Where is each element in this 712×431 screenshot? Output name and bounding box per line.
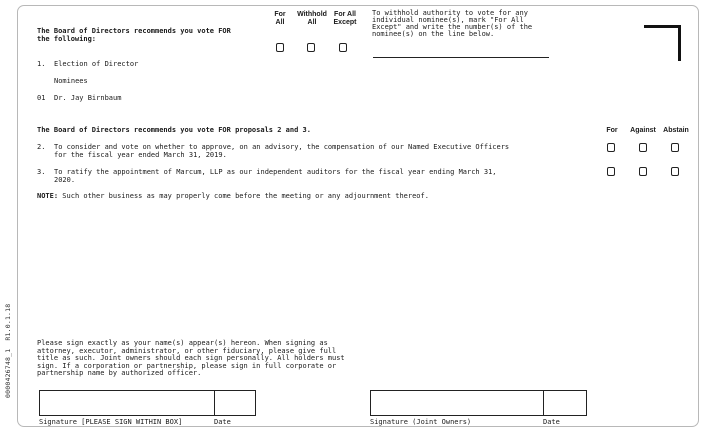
joint-signature-box[interactable] xyxy=(370,390,587,416)
signature-box[interactable] xyxy=(39,390,256,416)
col-header-abstain: Abstain xyxy=(663,127,689,134)
note xyxy=(37,192,429,200)
withhold-instruction: To withhold authority to vote for any individual nominee(s), mark "For All Except" and write the number(s) of the nominee(s) on the line below. xyxy=(372,9,533,38)
proposal-2-against-checkbox[interactable] xyxy=(639,143,647,152)
section1-intro: The Board of Directors recommends you vote FOR the following: xyxy=(37,27,231,43)
proposal-2-for-checkbox[interactable] xyxy=(607,143,615,152)
nominee-number: 01 xyxy=(37,94,46,102)
proposal-2-abstain-checkbox[interactable] xyxy=(671,143,679,152)
col-header-for-all: For All xyxy=(274,11,286,26)
section2-intro: The Board of Directors recommends you vote FOR proposals 2 and 3. xyxy=(37,126,311,134)
col-header-withhold-all: Withhold All xyxy=(297,11,327,26)
nominees-label: Nominees xyxy=(54,77,88,85)
side-identifier xyxy=(4,304,12,398)
withhold-all-checkbox[interactable] xyxy=(307,43,315,52)
signature-date-divider xyxy=(214,391,215,415)
proposal-3-text: To ratify the appointment of Marcum, LLP as our independent auditors for the fiscal year ending March 31, 2020. xyxy=(54,168,497,184)
side-revision: R1.0.1.18 xyxy=(4,303,12,341)
except-nominee-line[interactable] xyxy=(373,57,549,58)
joint-signature-label: Signature (Joint Owners) xyxy=(370,418,472,426)
signature-label: Signature [PLEASE SIGN WITHIN BOX] xyxy=(39,418,183,426)
proposal-2-text: To consider and vote on whether to approve, on an advisory, the compensation of our Named Executive Officers for the fiscal year ended March 31, 2019. xyxy=(54,143,510,159)
proposal-3-abstain-checkbox[interactable] xyxy=(671,167,679,176)
col-header-for-all-except: For All Except xyxy=(333,11,357,26)
proposal-3-against-checkbox[interactable] xyxy=(639,167,647,176)
item1-title: Election of Director xyxy=(54,60,139,68)
col-header-for: For xyxy=(606,127,618,134)
note-label: NOTE: xyxy=(37,192,59,200)
joint-signature-date-divider xyxy=(543,391,544,415)
joint-date-label: Date xyxy=(543,418,560,426)
for-all-except-checkbox[interactable] xyxy=(339,43,347,52)
proposal-3-number: 3. xyxy=(37,168,46,176)
nominee-name: Dr. Jay Birnbaum xyxy=(54,94,122,102)
item1-number: 1. xyxy=(37,60,46,68)
corner-mark-horizontal xyxy=(644,25,681,28)
proposal-3-for-checkbox[interactable] xyxy=(607,167,615,176)
proposal-2-number: 2. xyxy=(37,143,46,151)
side-id: 0000426748_1 xyxy=(4,348,12,398)
note-text: Such other business as may properly come before the meeting or any adjournment thereof. xyxy=(62,192,429,200)
date-label: Date xyxy=(214,418,231,426)
corner-mark-vertical xyxy=(678,25,681,61)
for-all-checkbox[interactable] xyxy=(276,43,284,52)
col-header-against: Against xyxy=(630,127,656,134)
signing-instructions: Please sign exactly as your name(s) appear(s) hereon. When signing as attorney, executor, administrator, or other fiduciary, please give full title as such. Joint owners should each sign personally. All holders must sign. If a corporation or partnership, please sign in full corporate or partnership name by authorized officer. xyxy=(37,339,345,378)
